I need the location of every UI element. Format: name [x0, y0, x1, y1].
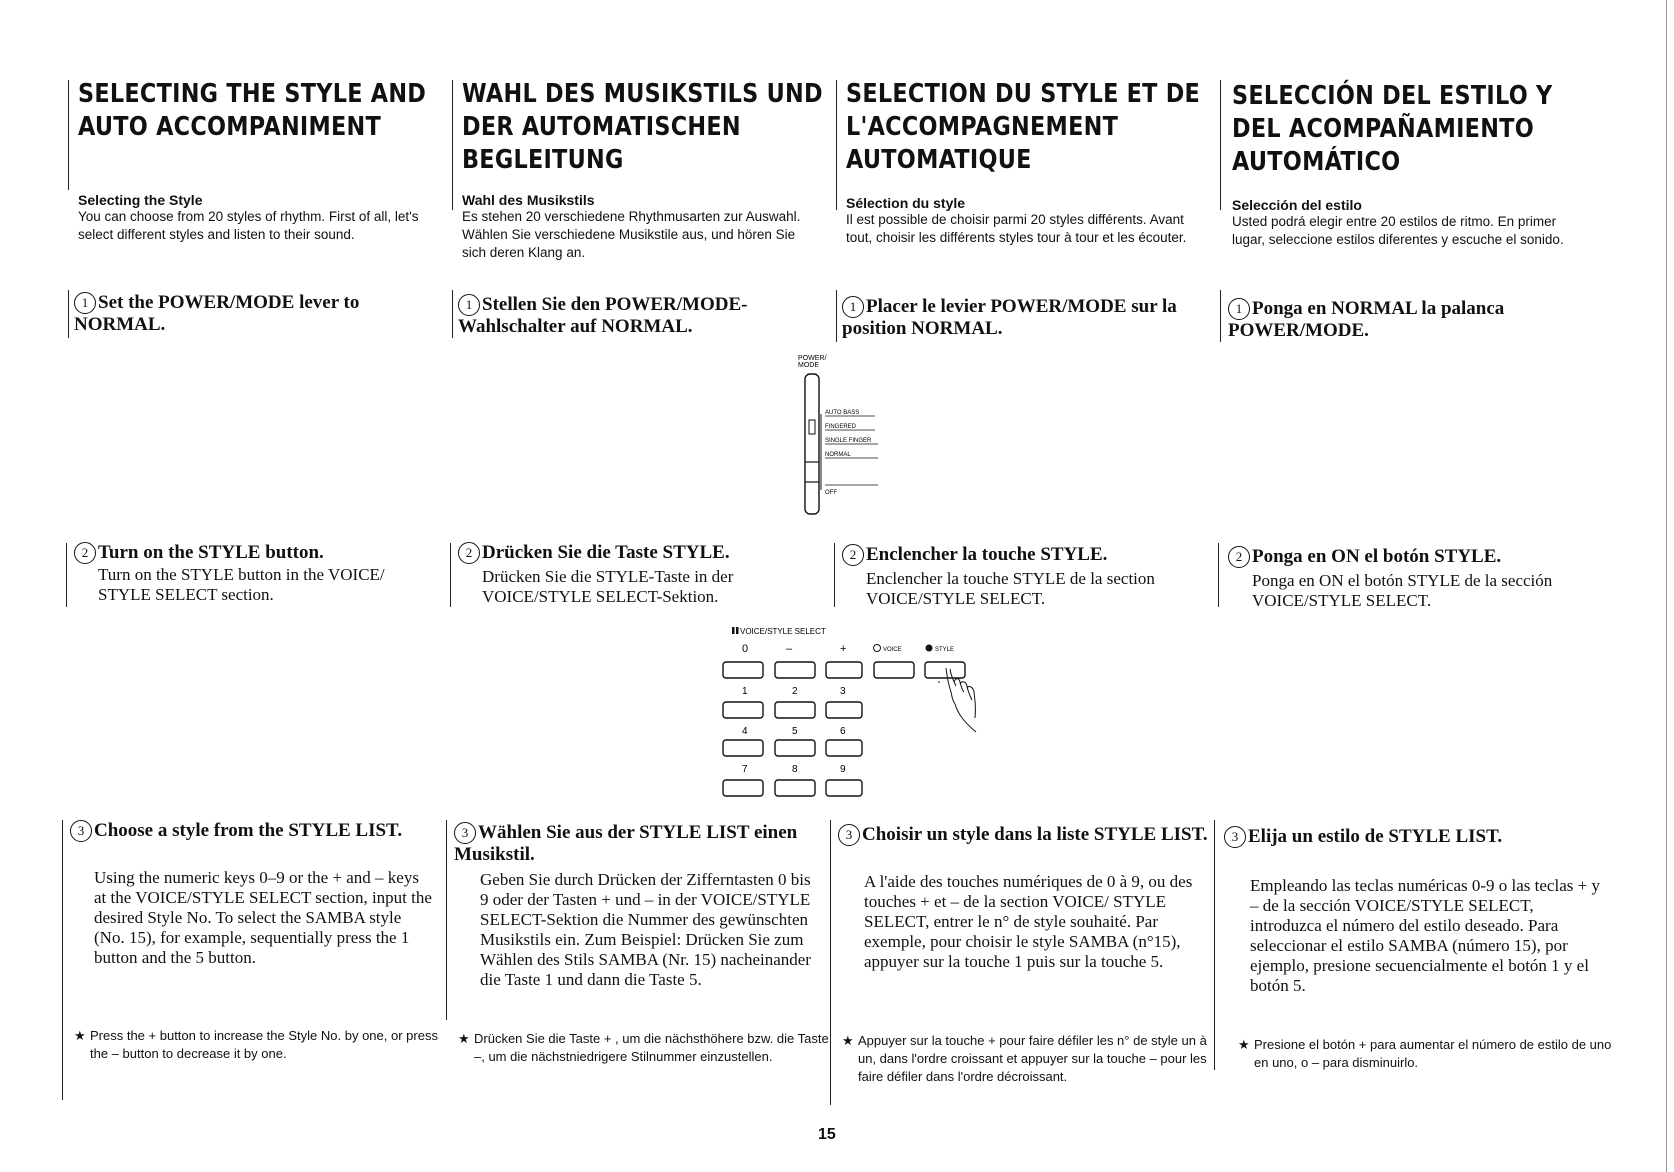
note-text: Appuyer sur la touche + pour faire défiler les n° de style un à un, dans l'ordre croissant et appuyer sur la touche – pour les faire défiler dans l'ordre décroissant. [858, 1033, 1207, 1084]
key-plus [826, 662, 862, 678]
lever-position-auto-bass: AUTO BASS [825, 410, 860, 416]
style-label: STYLE [935, 647, 955, 653]
key-label-6: 6 [840, 726, 846, 737]
key-9 [826, 780, 862, 796]
subsection-title: Selección del estilo [1232, 197, 1362, 213]
lever-positions [825, 410, 878, 496]
lever-position-single-finger: SINGLE FINGER [825, 438, 872, 444]
column-rule [1220, 290, 1221, 342]
key-label-plus: + [840, 643, 847, 655]
column-rule [836, 290, 837, 342]
note [458, 1030, 834, 1066]
column-rule [446, 820, 447, 1020]
step-body: Turn on the STYLE button in the VOICE/ STYLE SELECT section. [98, 565, 385, 604]
intro-text: Il est possible de choisir parmi 20 styles différents. Avant tout, choisir les différents styles tour à tour et les écouter. [846, 212, 1187, 245]
power-mode-lever-diagram [790, 352, 900, 522]
lever-position-fingered: FINGERED [825, 424, 857, 430]
step-heading: Ponga en ON el botón STYLE. [1252, 546, 1502, 567]
column-rule [1220, 80, 1221, 210]
step-number: 1 [1228, 298, 1250, 320]
key-label-8: 8 [792, 764, 798, 775]
column-rule [62, 820, 63, 1100]
key-label-7: 7 [742, 764, 748, 775]
intro-block [78, 192, 438, 244]
step-3 [1224, 826, 1604, 848]
step-3 [454, 822, 814, 866]
key-label-5: 5 [792, 726, 798, 737]
step-body: Using the numeric keys 0–9 or the + and – keys at the VOICE/STYLE SELECT section, input the desired Style No. To select the SAMBA style (No. 15), for example, sequentially press the 1 button and the 5 button. [94, 868, 432, 967]
step-heading: Choisir un style dans la liste STYLE LIST. [862, 824, 1208, 845]
column-french [846, 78, 1206, 177]
step-body: A l'aide des touches numériques de 0 à 9, ou des touches + et – de la section VOICE/ STYLE SELECT, entrer le n° de style souhaité. Par exemple, pour choisir le style SAMBA (n°15), appuyer sur la touche 1 puis sur la touche 5. [864, 872, 1193, 971]
step-heading: Choose a style from the STYLE LIST. [94, 820, 403, 841]
key-5 [775, 740, 815, 756]
key-6 [826, 740, 862, 756]
step-number: 1 [458, 294, 480, 316]
key-style [925, 662, 965, 678]
lever-header: POWER/ [798, 355, 827, 362]
column-english [78, 78, 438, 144]
step-number: 2 [74, 542, 96, 564]
subsection-title: Selecting the Style [78, 192, 203, 208]
step-number: 1 [74, 292, 96, 314]
step-1 [842, 296, 1212, 340]
key-voice [874, 662, 914, 678]
key-0 [723, 662, 763, 678]
key-1 [723, 702, 763, 718]
step-heading: Placer le levier POWER/MODE sur la position NORMAL. [842, 296, 1177, 339]
step-1 [458, 294, 818, 338]
column-rule [452, 80, 453, 210]
column-rule [450, 543, 451, 607]
note [1238, 1036, 1614, 1072]
column-rule [1666, 0, 1667, 1172]
step-3 [70, 820, 430, 842]
key-label-4: 4 [742, 726, 748, 737]
keypad-header: VOICE/STYLE SELECT [740, 627, 826, 636]
subsection-title: Wahl des Musikstils [462, 192, 595, 208]
step-heading: Elija un estilo de STYLE LIST. [1248, 826, 1503, 847]
step-1 [74, 292, 434, 336]
step-number: 3 [838, 824, 860, 846]
step-number: 3 [70, 820, 92, 842]
step-number: 2 [458, 542, 480, 564]
lever-position-normal: NORMAL [825, 452, 851, 458]
key-minus [775, 662, 815, 678]
column-rule [1218, 543, 1219, 607]
intro-block [846, 195, 1206, 247]
step-2 [74, 542, 434, 564]
step-2 [842, 544, 1202, 566]
lever-header: MODE [798, 362, 819, 369]
step-number: 2 [842, 544, 864, 566]
key-label-9: 9 [840, 764, 846, 775]
key-7 [723, 780, 763, 796]
step-1 [1228, 298, 1598, 342]
key-label-0: 0 [742, 643, 749, 655]
key-label-2: 2 [792, 686, 798, 697]
step-number: 3 [454, 822, 476, 844]
star-icon: ★ [458, 1031, 470, 1046]
step-2 [1228, 546, 1608, 568]
intro-text: You can choose from 20 styles of rhythm. First of all, let's select different styles and listen to their sound. [78, 209, 419, 242]
step-heading: Ponga en NORMAL la palanca POWER/MODE. [1228, 298, 1505, 341]
step-heading: Drücken Sie die Taste STYLE. [482, 542, 730, 563]
column-rule [836, 80, 837, 210]
column-spanish [1232, 80, 1592, 179]
star-icon: ★ [74, 1028, 86, 1043]
step-body: Ponga en ON el botón STYLE de la sección VOICE/STYLE SELECT. [1252, 571, 1553, 610]
note [842, 1032, 1228, 1086]
column-rule [452, 290, 453, 338]
section-title: SELECCIÓN DEL ESTILO Y DEL ACOMPAÑAMIENTO AUTOMÁTICO [1232, 81, 1553, 177]
section-title: SELECTING THE STYLE AND AUTO ACCOMPANIMENT [78, 79, 427, 142]
column-rule [834, 543, 835, 607]
step-body: Geben Sie durch Drücken der Zifferntasten 0 bis 9 oder der Tasten + und – in der VOICE/STYLE SELECT-Sektion die Nummer des gewünschten Musikstils ein. Zum Beispiel: Drücken Sie zum Wählen des Stils SAMBA (Nr. 15) nacheinander die Taste 1 und dann die Taste 5. [480, 870, 811, 989]
note-text: Drücken Sie die Taste + , um die nächsthöhere bzw. die Taste –, um die nächstniedrigere Stilnummer einzustellen. [474, 1031, 829, 1064]
voice-style-select-diagram [718, 622, 1008, 802]
step-body: Drücken Sie die STYLE-Taste in der VOICE/STYLE SELECT-Sektion. [482, 567, 734, 606]
star-icon: ★ [1238, 1037, 1250, 1052]
column-german [462, 78, 822, 177]
step-heading: Wählen Sie aus der STYLE LIST einen Musikstil. [454, 822, 798, 865]
intro-block [1232, 197, 1592, 249]
voice-label: VOICE [883, 647, 902, 653]
step-body: Empleando las teclas numéricas 0-9 o las teclas + y – de la sección VOICE/STYLE SELECT, introduzca el número del estilo deseado. Para seleccionar el estilo SAMBA (número 15), por ejemplo, presione secuencialmente el botón 1 y el botón 5. [1250, 876, 1600, 995]
note-text: Press the + button to increase the Style No. by one, or press the – button to decrease it by one. [90, 1028, 438, 1061]
column-rule [68, 80, 69, 190]
subsection-title: Sélection du style [846, 195, 966, 211]
key-8 [775, 780, 815, 796]
section-title: SELECTION DU STYLE ET DE L'ACCOMPAGNEMENT AUTOMATIQUE [846, 79, 1201, 175]
section-title: WAHL DES MUSIKSTILS UND DER AUTOMATISCHEN BEGLEITUNG [462, 79, 823, 175]
step-number: 2 [1228, 546, 1250, 568]
key-3 [826, 702, 862, 718]
step-3 [838, 824, 1208, 846]
step-heading: Set the POWER/MODE lever to NORMAL. [74, 292, 360, 335]
key-label-1: 1 [742, 686, 748, 697]
column-rule [68, 290, 69, 338]
key-label-3: 3 [840, 686, 846, 697]
key-label-minus: – [786, 643, 793, 655]
page-number: 15 [818, 1126, 836, 1143]
note [74, 1027, 456, 1063]
note-text: Presione el botón + para aumentar el número de estilo de uno en uno, o – para disminuirlo. [1254, 1037, 1612, 1070]
step-heading: Enclencher la touche STYLE. [866, 544, 1108, 565]
step-heading: Stellen Sie den POWER/MODE-Wahlschalter auf NORMAL. [458, 294, 748, 337]
step-heading: Turn on the STYLE button. [98, 542, 324, 563]
star-icon: ★ [842, 1033, 854, 1048]
step-number: 1 [842, 296, 864, 318]
intro-block [462, 192, 822, 262]
intro-text: Es stehen 20 verschiedene Rhythmusarten zur Auswahl. Wählen Sie verschiedene Musikstile aus, und hören Sie sich deren Klang an. [462, 209, 801, 260]
key-4 [723, 740, 763, 756]
step-number: 3 [1224, 826, 1246, 848]
key-2 [775, 702, 815, 718]
column-rule [66, 543, 67, 607]
step-body: Enclencher la touche STYLE de la section VOICE/STYLE SELECT. [866, 569, 1155, 608]
step-2 [458, 542, 818, 564]
intro-text: Usted podrá elegir entre 20 estilos de ritmo. En primer lugar, seleccione estilos diferentes y escuche el sonido. [1232, 214, 1564, 247]
lever-position-off: OFF [825, 490, 837, 496]
